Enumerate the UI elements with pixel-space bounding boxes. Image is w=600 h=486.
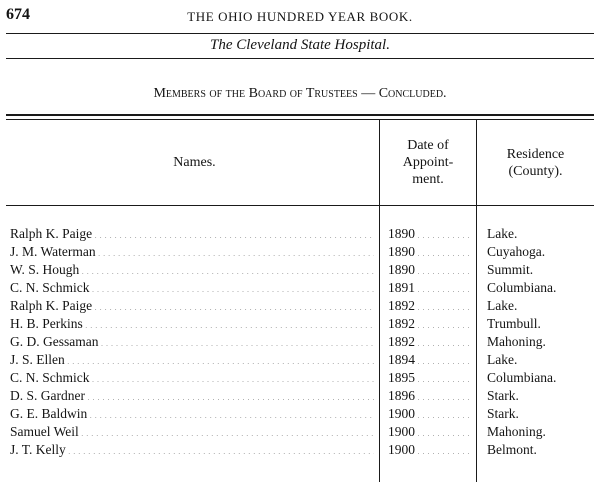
- column-header-date-line: Appoint-: [402, 155, 454, 170]
- page-number: 674: [6, 6, 30, 23]
- residence-county: Cuyahoga.: [487, 244, 546, 259]
- table-row: [0, 297, 600, 315]
- table-row: [0, 423, 600, 441]
- residence-county: Mahoning.: [487, 424, 546, 439]
- residence-county: Mahoning.: [487, 334, 546, 349]
- table-row: [0, 387, 600, 405]
- appointment-year: 1900 . . .: [388, 441, 472, 461]
- section-heading: Members of the Board of Trustees — Concluded.: [153, 86, 447, 101]
- subtitle-rule: [6, 58, 594, 59]
- column-header-names: Names.: [173, 155, 216, 170]
- residence-county: Stark.: [487, 406, 519, 421]
- appointment-year: 1895 . . .: [388, 369, 472, 389]
- column-header-date: [380, 137, 476, 188]
- running-title: THE OHIO HUNDRED YEAR BOOK.: [187, 9, 413, 24]
- appointment-year: 1894 . . .: [388, 351, 472, 371]
- table-row: [0, 351, 600, 369]
- residence-county: Summit.: [487, 262, 534, 277]
- trustee-name: W. S. Hough . . .: [10, 261, 374, 281]
- table-row: [0, 315, 600, 333]
- appointment-year: 1890 . . .: [388, 225, 472, 245]
- residence-county: Belmont.: [487, 442, 537, 457]
- trustee-name: G. E. Baldwin . . .: [10, 405, 374, 425]
- header-rule: [6, 33, 594, 34]
- appointment-year: 1892 . . .: [388, 315, 472, 335]
- appointment-year: 1896 . . .: [388, 387, 472, 407]
- appointment-year: 1900 . . .: [388, 423, 472, 443]
- residence-county: Stark.: [487, 388, 519, 403]
- appointment-year: 1890 . . .: [388, 243, 472, 263]
- trustee-name: J. M. Waterman . . .: [10, 243, 374, 263]
- trustee-name: D. S. Gardner . . .: [10, 387, 374, 407]
- table-row: [0, 441, 600, 459]
- column-header-date-line: Date of: [407, 138, 449, 153]
- trustee-name: C. N. Schmick . . .: [10, 369, 374, 389]
- table-row: [0, 225, 600, 243]
- table-top-rule-thin: [6, 119, 594, 120]
- table-row: [0, 243, 600, 261]
- table-row: [0, 279, 600, 297]
- trustee-name: G. D. Gessaman . . .: [10, 333, 374, 353]
- table-row: [0, 333, 600, 351]
- appointment-year: 1892 . . .: [388, 297, 472, 317]
- residence-county: Lake.: [487, 352, 518, 367]
- table-row: [0, 405, 600, 423]
- trustee-name: Ralph K. Paige . . .: [10, 297, 374, 317]
- column-header-residence-line: Residence: [506, 147, 565, 162]
- trustee-name: C. N. Schmick . . .: [10, 279, 374, 299]
- column-header-date-line: ment.: [412, 172, 444, 187]
- appointment-year: 1900 . . .: [388, 405, 472, 425]
- column-header-residence-line: (County).: [508, 164, 563, 179]
- column-header-residence: [477, 146, 594, 180]
- appointment-year: 1890 . . .: [388, 261, 472, 281]
- trustee-name: Ralph K. Paige . . .: [10, 225, 374, 245]
- residence-county: Lake.: [487, 226, 518, 241]
- trustee-name: Samuel Weil . . .: [10, 423, 374, 443]
- table-row: [0, 261, 600, 279]
- residence-county: Columbiana.: [487, 280, 557, 295]
- trustee-name: J. S. Ellen . . .: [10, 351, 374, 371]
- residence-county: Lake.: [487, 298, 518, 313]
- appointment-year: 1892 . . .: [388, 333, 472, 353]
- header-bottom-rule: [6, 205, 594, 206]
- table-top-rule-thick: [6, 114, 594, 116]
- trustee-name: J. T. Kelly . . .: [10, 441, 374, 461]
- page-subtitle: The Cleveland State Hospital.: [210, 37, 390, 53]
- table-row: [0, 369, 600, 387]
- trustee-name: H. B. Perkins . . .: [10, 315, 374, 335]
- appointment-year: 1891 . . .: [388, 279, 472, 299]
- residence-county: Trumbull.: [487, 316, 541, 331]
- residence-county: Columbiana.: [487, 370, 557, 385]
